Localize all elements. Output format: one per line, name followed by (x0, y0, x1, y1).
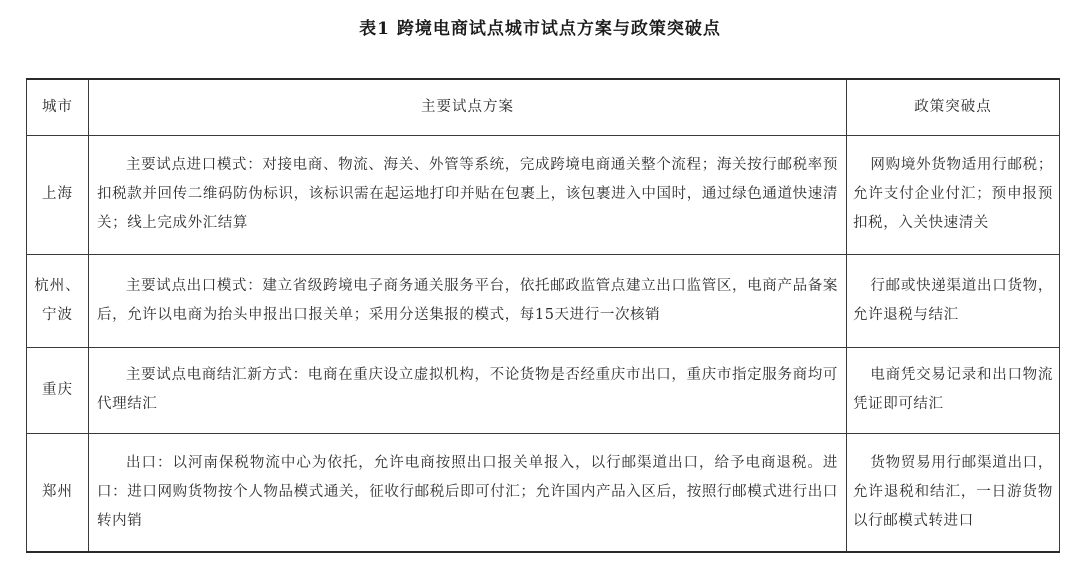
policy-cell: 行邮或快递渠道出口货物，允许退税与结汇 (847, 254, 1060, 347)
policy-cell: 网购境外货物适用行邮税；允许支付企业付汇；预申报预扣税，入关快速清关 (847, 135, 1060, 254)
policy-cell: 电商凭交易记录和出口物流凭证即可结汇 (847, 347, 1060, 433)
header-main-plan: 主要试点方案 (89, 79, 847, 135)
city-cell: 杭州、宁波 (27, 254, 89, 347)
city-cell: 上海 (27, 135, 89, 254)
table-row (27, 433, 1060, 552)
policy-cell: 货物贸易用行邮渠道出口，允许退税和结汇，一日游货物以行邮模式转进口 (847, 433, 1060, 552)
city-cell: 郑州 (27, 433, 89, 552)
plan-cell: 出口：以河南保税物流中心为依托，允许电商按照出口报关单报入，以行邮渠道出口，给予电商退税。进口：进口网购货物按个人物品模式通关，征收行邮税后即可付汇；允许国内产品入区后，按照行邮模式进行出口转内销 (89, 433, 847, 552)
table-row (27, 347, 1060, 433)
plan-cell: 主要试点电商结汇新方式：电商在重庆设立虚拟机构，不论货物是否经重庆市出口，重庆市指定服务商均可代理结汇 (89, 347, 847, 433)
header-policy-breakthrough: 政策突破点 (847, 79, 1060, 135)
table-title: 表1 跨境电商试点城市试点方案与政策突破点 (359, 19, 721, 39)
city-cell: 重庆 (27, 347, 89, 433)
pilot-cities-table (26, 78, 1060, 553)
plan-cell: 主要试点进口模式：对接电商、物流、海关、外管等系统，完成跨境电商通关整个流程；海关按行邮税率预扣税款并回传二维码防伪标识，该标识需在起运地打印并贴在包裹上，该包裹进入中国时，通过绿色通道快速清关；线上完成外汇结算 (89, 135, 847, 254)
table-header-row (27, 79, 1060, 135)
table-row (27, 254, 1060, 347)
header-city: 城市 (27, 79, 89, 135)
table-row (27, 135, 1060, 254)
plan-cell: 主要试点出口模式：建立省级跨境电子商务通关服务平台，依托邮政监管点建立出口监管区，电商产品备案后，允许以电商为抬头申报出口报关单；采用分送集报的模式，每15天进行一次核销 (89, 254, 847, 347)
